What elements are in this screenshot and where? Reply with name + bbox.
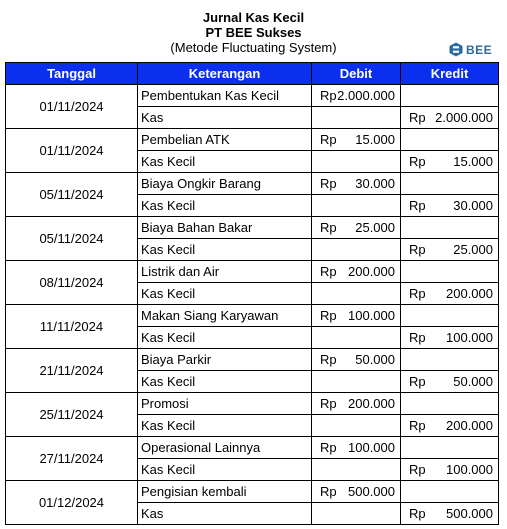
- date-cell: 27/11/2024: [6, 437, 138, 481]
- credit-account-cell: Kas: [138, 503, 312, 525]
- currency-label: Rp: [409, 110, 426, 125]
- date-cell: 01/11/2024: [6, 85, 138, 129]
- debit-account-cell: Biaya Parkir: [138, 349, 312, 371]
- debit-amount-cell: [312, 107, 401, 129]
- currency-label: Rp: [409, 418, 426, 433]
- table-row: [6, 129, 499, 151]
- debit-amount-cell: [312, 459, 401, 481]
- table-row: [6, 85, 499, 107]
- credit-amount-cell: [401, 349, 499, 371]
- credit-account-cell: Kas Kecil: [138, 283, 312, 305]
- credit-amount-cell: [401, 305, 499, 327]
- credit-account-cell: Kas Kecil: [138, 195, 312, 217]
- table-row: [6, 305, 499, 327]
- table-row: [6, 393, 499, 415]
- debit-amount-cell: [312, 283, 401, 305]
- date-cell: 01/11/2024: [6, 129, 138, 173]
- credit-account-cell: Kas Kecil: [138, 239, 312, 261]
- currency-label: Rp: [320, 176, 337, 191]
- debit-account-cell: Operasional Lainnya: [138, 437, 312, 459]
- currency-label: Rp: [320, 220, 337, 235]
- credit-amount-cell: [401, 393, 499, 415]
- credit-amount-cell: [401, 129, 499, 151]
- debit-amount-cell: [312, 327, 401, 349]
- currency-label: Rp: [320, 352, 337, 367]
- debit-amount: 500.000: [348, 484, 395, 499]
- credit-amount-cell: [401, 217, 499, 239]
- credit-amount: 100.000: [446, 330, 493, 345]
- debit-amount: 200.000: [348, 396, 395, 411]
- debit-amount: 100.000: [348, 440, 395, 455]
- credit-amount: 30.000: [453, 198, 493, 213]
- credit-amount: 25.000: [453, 242, 493, 257]
- debit-amount-cell: [312, 371, 401, 393]
- debit-account-cell: Pembentukan Kas Kecil: [138, 85, 312, 107]
- credit-amount-cell: [401, 107, 499, 129]
- debit-account-cell: Biaya Ongkir Barang: [138, 173, 312, 195]
- debit-amount-cell: [312, 393, 401, 415]
- debit-amount: 30.000: [355, 176, 395, 191]
- debit-amount-cell: [312, 195, 401, 217]
- credit-amount: 200.000: [446, 418, 493, 433]
- debit-amount-cell: [312, 305, 401, 327]
- currency-label: Rp: [320, 396, 337, 411]
- debit-account-cell: Promosi: [138, 393, 312, 415]
- date-cell: 05/11/2024: [6, 217, 138, 261]
- journal-body: [6, 85, 499, 525]
- credit-amount: 200.000: [446, 286, 493, 301]
- credit-amount-cell: [401, 371, 499, 393]
- debit-account-cell: Pembelian ATK: [138, 129, 312, 151]
- date-cell: 08/11/2024: [6, 261, 138, 305]
- credit-account-cell: Kas: [138, 107, 312, 129]
- debit-amount: 15.000: [355, 132, 395, 147]
- credit-account-cell: Kas Kecil: [138, 327, 312, 349]
- debit-amount-cell: [312, 173, 401, 195]
- credit-amount: 500.000: [446, 506, 493, 521]
- table-row: [6, 217, 499, 239]
- column-header-debit: Debit: [312, 63, 401, 85]
- column-header-credit: Kredit: [401, 63, 499, 85]
- debit-amount-cell: [312, 85, 401, 107]
- credit-amount: 15.000: [453, 154, 493, 169]
- debit-amount-cell: [312, 481, 401, 503]
- debit-account-cell: Biaya Bahan Bakar: [138, 217, 312, 239]
- column-header-date: Tanggal: [6, 63, 138, 85]
- credit-amount-cell: [401, 261, 499, 283]
- credit-amount-cell: [401, 283, 499, 305]
- debit-amount-cell: [312, 217, 401, 239]
- currency-label: Rp: [409, 154, 426, 169]
- credit-amount-cell: [401, 85, 499, 107]
- credit-account-cell: Kas Kecil: [138, 459, 312, 481]
- debit-amount-cell: [312, 239, 401, 261]
- journal-table: [5, 62, 499, 525]
- currency-label: Rp: [409, 462, 426, 477]
- credit-amount-cell: [401, 195, 499, 217]
- date-cell: 11/11/2024: [6, 305, 138, 349]
- brand-logo: [449, 42, 492, 57]
- method-subtitle: (Metode Fluctuating System): [170, 40, 337, 55]
- debit-amount-cell: [312, 415, 401, 437]
- document-header: [0, 10, 507, 55]
- credit-account-cell: Kas Kecil: [138, 415, 312, 437]
- credit-amount-cell: [401, 151, 499, 173]
- document-title: Jurnal Kas Kecil: [202, 10, 305, 25]
- table-row: [6, 173, 499, 195]
- credit-amount-cell: [401, 173, 499, 195]
- credit-amount-cell: [401, 481, 499, 503]
- currency-label: Rp: [320, 440, 337, 455]
- debit-amount-cell: [312, 129, 401, 151]
- logo-text: BEE: [466, 42, 493, 57]
- currency-label: Rp: [320, 88, 337, 103]
- company-name: PT BEE Sukses: [205, 25, 302, 40]
- currency-label: Rp: [320, 308, 337, 323]
- debit-amount: 25.000: [355, 220, 395, 235]
- table-row: [6, 349, 499, 371]
- currency-label: Rp: [320, 484, 337, 499]
- table-header-row: [6, 63, 499, 85]
- date-cell: 21/11/2024: [6, 349, 138, 393]
- credit-amount: 2.000.000: [435, 110, 493, 125]
- debit-amount: 100.000: [348, 308, 395, 323]
- credit-amount: 100.000: [446, 462, 493, 477]
- column-header-description: Keterangan: [138, 63, 312, 85]
- debit-amount-cell: [312, 503, 401, 525]
- credit-amount-cell: [401, 503, 499, 525]
- table-row: [6, 481, 499, 503]
- credit-amount-cell: [401, 327, 499, 349]
- currency-label: Rp: [320, 132, 337, 147]
- date-cell: 25/11/2024: [6, 393, 138, 437]
- credit-amount-cell: [401, 459, 499, 481]
- currency-label: Rp: [409, 242, 426, 257]
- debit-amount-cell: [312, 151, 401, 173]
- debit-amount-cell: [312, 437, 401, 459]
- debit-account-cell: Pengisian kembali: [138, 481, 312, 503]
- currency-label: Rp: [409, 330, 426, 345]
- currency-label: Rp: [409, 374, 426, 389]
- credit-amount: 50.000: [453, 374, 493, 389]
- date-cell: 05/11/2024: [6, 173, 138, 217]
- debit-amount: 50.000: [355, 352, 395, 367]
- debit-amount: 200.000: [348, 264, 395, 279]
- bee-logo-icon: [449, 42, 463, 57]
- date-cell: 01/12/2024: [6, 481, 138, 525]
- debit-amount: 2.000.000: [337, 88, 395, 103]
- debit-account-cell: Listrik dan Air: [138, 261, 312, 283]
- currency-label: Rp: [409, 506, 426, 521]
- table-row: [6, 261, 499, 283]
- credit-account-cell: Kas Kecil: [138, 151, 312, 173]
- currency-label: Rp: [320, 264, 337, 279]
- currency-label: Rp: [409, 198, 426, 213]
- credit-amount-cell: [401, 239, 499, 261]
- currency-label: Rp: [409, 286, 426, 301]
- credit-account-cell: Kas Kecil: [138, 371, 312, 393]
- credit-amount-cell: [401, 437, 499, 459]
- debit-amount-cell: [312, 349, 401, 371]
- debit-account-cell: Makan Siang Karyawan: [138, 305, 312, 327]
- credit-amount-cell: [401, 415, 499, 437]
- table-row: [6, 437, 499, 459]
- debit-amount-cell: [312, 261, 401, 283]
